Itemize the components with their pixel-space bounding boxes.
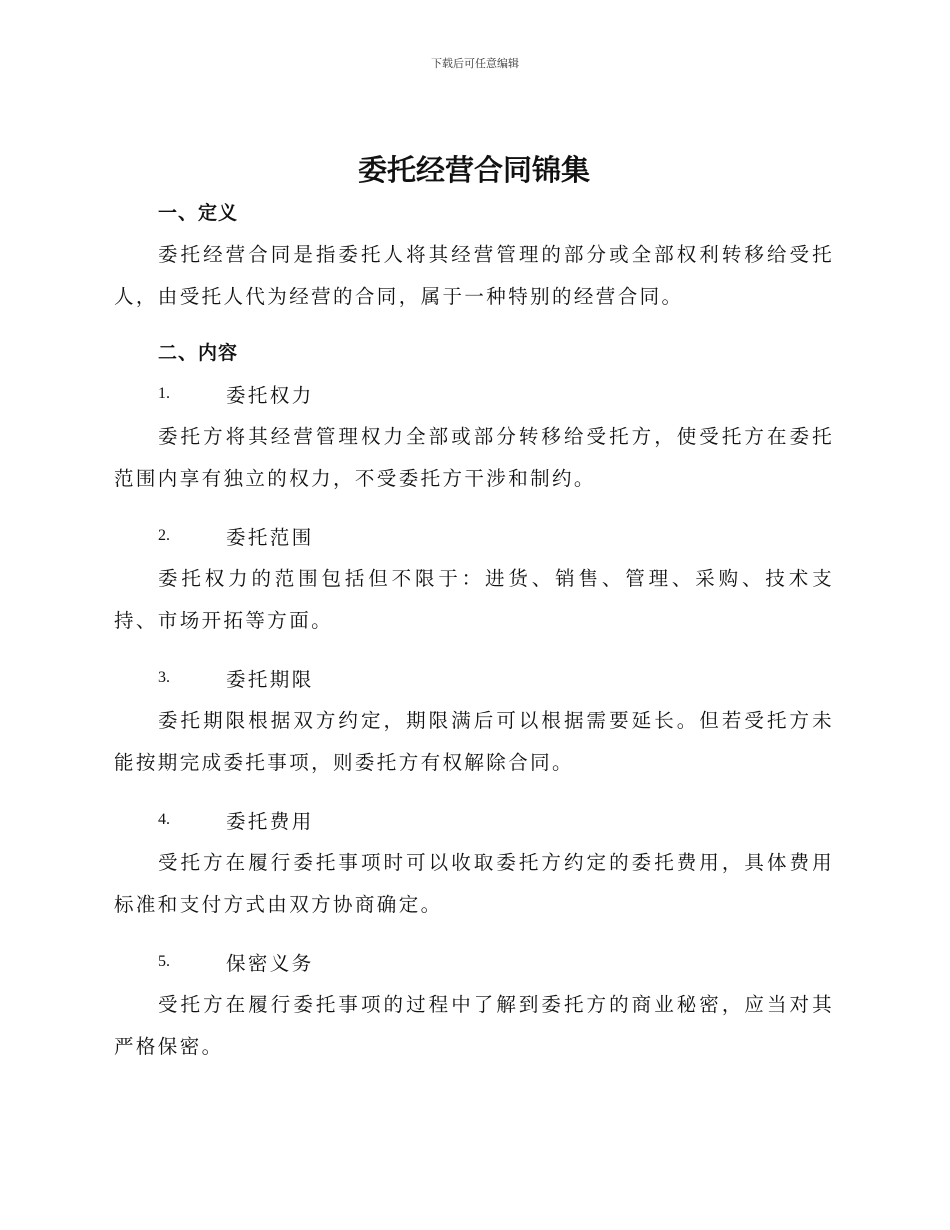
item-number: 1. — [158, 385, 170, 402]
document-body — [114, 148, 834, 1068]
list-item-heading — [114, 658, 834, 698]
item-number: 4. — [158, 811, 170, 828]
item-number: 2. — [158, 527, 170, 544]
item-label: 委托费用 — [226, 810, 314, 833]
definition-paragraph: 委托经营合同是指委托人将其经营管理的部分或全部权利转移给受托人，由受托人代为经营的合同，属于一种特别的经营合同。 — [114, 243, 834, 308]
item-paragraph: 受托方在履行委托事项的过程中了解到委托方的商业秘密，应当对其严格保密。 — [114, 993, 834, 1058]
item-paragraph: 委托权力的范围包括但不限于：进货、销售、管理、采购、技术支持、市场开拓等方面。 — [114, 567, 834, 632]
item-label: 保密义务 — [226, 952, 314, 975]
item-label: 委托权力 — [226, 384, 314, 407]
list-item-heading — [114, 374, 834, 414]
item-label: 委托期限 — [226, 668, 314, 691]
header-note: 下载后可任意编辑 — [431, 57, 519, 70]
item-number: 3. — [158, 669, 170, 686]
document-title: 委托经营合同锦集 — [357, 153, 590, 187]
item-paragraph: 委托方将其经营管理权力全部或部分转移给受托方，使受托方在委托范围内享有独立的权力，不受委托方干涉和制约。 — [114, 425, 834, 490]
list-item-heading — [114, 516, 834, 556]
item-number: 5. — [158, 953, 170, 970]
list-item-heading — [114, 942, 834, 982]
item-paragraph: 受托方在履行委托事项时可以收取委托方约定的委托费用，具体费用标准和支付方式由双方协商确定。 — [114, 851, 834, 916]
section-heading-definition: 一、定义 — [158, 202, 239, 224]
item-paragraph: 委托期限根据双方约定，期限满后可以根据需要延长。但若受托方未能按期完成委托事项，则委托方有权解除合同。 — [114, 709, 834, 774]
list-item-heading — [114, 800, 834, 840]
item-label: 委托范围 — [226, 526, 314, 549]
section-heading-content: 二、内容 — [158, 342, 239, 364]
